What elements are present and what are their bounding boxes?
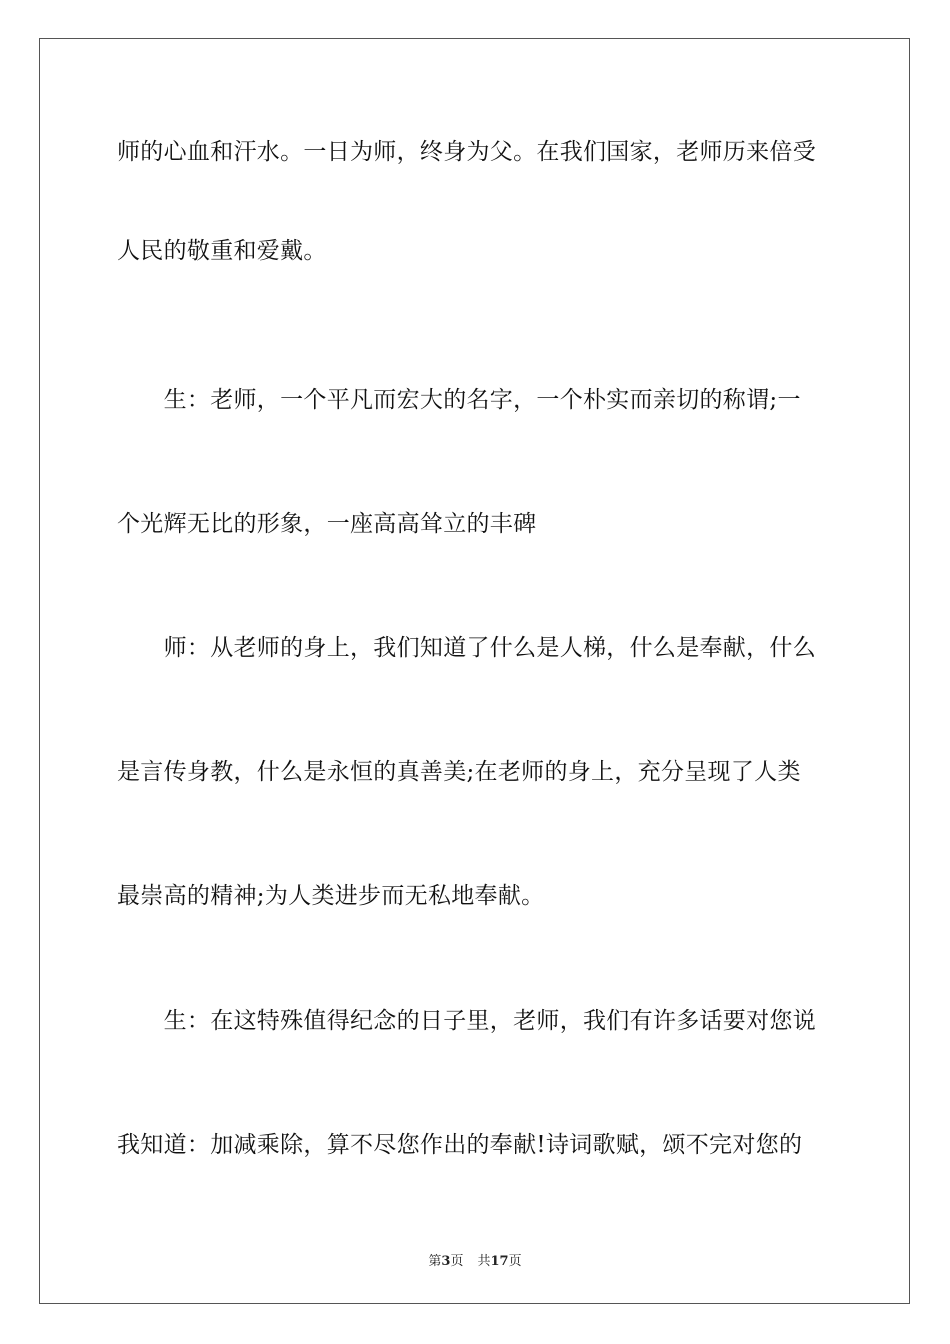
page-suffix: 页 [450,1254,464,1269]
body-text-line: 最崇高的精神;为人类进步而无私地奉献。 [117,883,545,909]
body-text-line: 师：从老师的身上，我们知道了什么是人梯，什么是奉献，什么 [117,635,816,661]
total-pages: 17 [490,1254,509,1269]
page-footer [0,1250,950,1269]
body-text-line: 我知道：加减乘除，算不尽您作出的奉献!诗词歌赋，颂不完对您的 [117,1132,803,1158]
body-text-line: 生：在这特殊值得纪念的日子里，老师，我们有许多话要对您说 [117,1008,816,1034]
page-prefix: 第 [428,1254,442,1269]
total-suffix: 页 [508,1254,522,1269]
body-text-line: 生：老师，一个平凡而宏大的名字，一个朴实而亲切的称谓;一 [117,387,801,413]
body-text-line: 是言传身教，什么是永恒的真善美;在老师的身上，充分呈现了人类 [117,759,801,785]
body-text-line: 个光辉无比的形象，一座高高耸立的丰碑 [117,511,537,537]
body-text-line: 人民的敬重和爱戴。 [117,238,327,264]
total-prefix: 共 [477,1254,491,1269]
page-border [39,38,910,1304]
body-text-line: 师的心血和汗水。一日为师，终身为父。在我们国家，老师历来倍受 [117,139,816,165]
page-number: 3 [441,1254,451,1269]
